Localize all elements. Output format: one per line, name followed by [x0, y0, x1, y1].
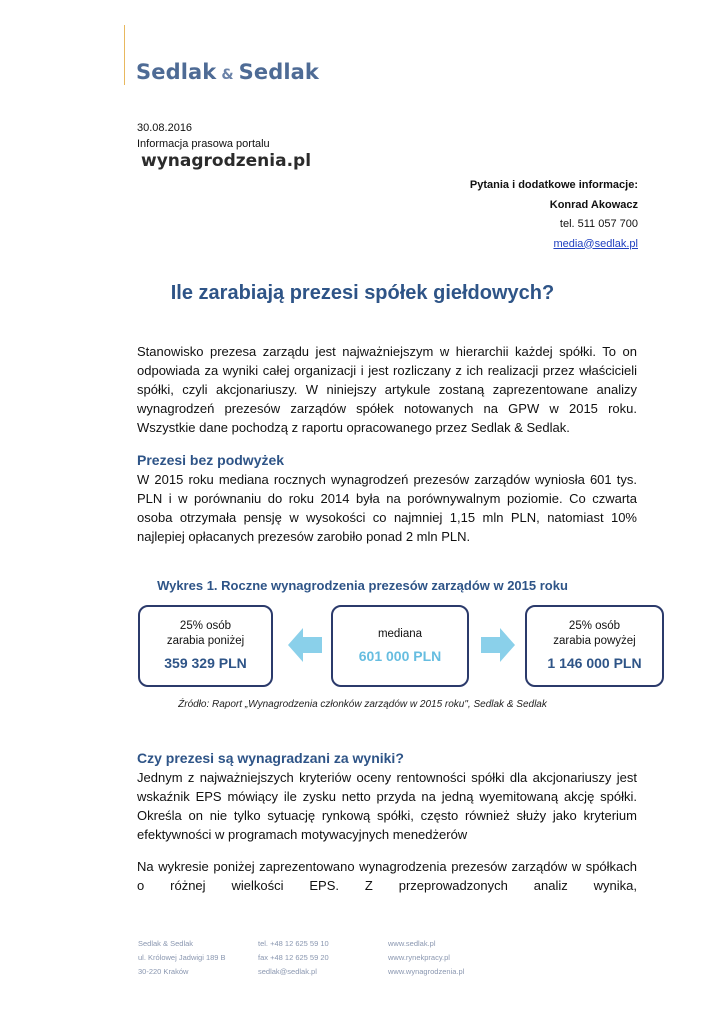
section-paragraph-eps: Na wykresie poniżej zaprezentowano wynagrodzenia prezesów zarządów w spółkach o różnej wielkości EPS. Z przeprowadzonych analiz wynika, [137, 859, 637, 893]
arrow-right-icon [481, 628, 515, 662]
median-label: mediana [377, 628, 423, 640]
footer-site-sedlak[interactable]: www.sedlak.pl [388, 939, 436, 948]
section-paragraph-no-raises: W 2015 roku mediana rocznych wynagrodzeń prezesów zarządów wyniosła 601 tys. PLN i w porównaniu do roku 2014 była na porównywalnym poziomie. Co czwarta osoba otrzymała pensję w wysokości co najmniej 1,15 mln PLN, natomiast 10% najlepiej opłacanych prezesów zarobiło ponad 2 mln PLN. [137, 472, 637, 544]
lower-quartile-value: 359 329 PLN [164, 655, 247, 671]
footer-company: Sedlak & Sedlak [138, 939, 194, 948]
release-meta [137, 120, 270, 152]
footer-address [138, 937, 226, 979]
lower-quartile-box [138, 605, 273, 687]
article-title: Ile zarabiają prezesi spółek giełdowych? [170, 282, 555, 304]
release-label: Informacja prasowa portalu [137, 138, 270, 150]
lower-quartile-label-2: zarabia poniżej [166, 635, 245, 647]
contact-heading: Pytania i dodatkowe informacje: [469, 179, 638, 191]
footer-site-rynekpracy[interactable]: www.rynekpracy.pl [388, 953, 450, 962]
portal-name: wynagrodzenia.pl [141, 151, 312, 171]
contact-block [470, 176, 638, 254]
footer-site-wynagrodzenia[interactable]: www.wynagrodzenia.pl [388, 967, 465, 976]
median-box [331, 605, 469, 687]
upper-quartile-value: 1 146 000 PLN [547, 655, 642, 671]
contact-phone: tel. 511 057 700 [559, 218, 638, 230]
median-value: 601 000 PLN [358, 648, 442, 664]
footer-fax: fax +48 12 625 59 20 [258, 953, 329, 962]
company-logo: Sedlak & Sedlak [136, 60, 319, 84]
contact-email-link[interactable]: media@sedlak.pl [553, 237, 638, 250]
upper-quartile-label-1: 25% osób [568, 620, 621, 632]
release-date: 30.08.2016 [137, 122, 193, 134]
arrow-left-icon [288, 628, 322, 662]
upper-quartile-box [525, 605, 664, 687]
lower-quartile-label-1: 25% osób [179, 620, 232, 632]
footer-phones [258, 937, 329, 979]
header-accent-line [124, 25, 125, 85]
footer-city: 30-220 Kraków [138, 967, 189, 976]
section-paragraph-performance: Jednym z najważniejszych kryteriów oceny rentowności spółki dla akcjonariuszy jest wskaźnik EPS mówiący ile zysku netto przyda na jedną wyemitowaną akcję spółki. Określa on nie tylko sytuację rynkową spółki, często również służy jako kryterium efektywności w programach motywacyjnych menedżerów [137, 770, 637, 842]
intro-paragraph: Stanowisko prezesa zarządu jest najważniejszym w hierarchii każdej spółki. To on odpowiada za wyniki całej organizacji i jest rozliczany z ich realizacji przez właścicieli spółki, czyli akcjonariuszy. W niniejszy artykule zostaną zaprezentowane analizy wynagrodzeń prezesów zarządów spółek notowanych na GPW w 2015 roku. Wszystkie dane pochodzą z raportu opracowanego przez Sedlak & Sedlak. [137, 344, 637, 435]
footer-email-link[interactable]: sedlak@sedlak.pl [258, 967, 317, 976]
section-heading-no-raises: Prezesi bez podwyżek [137, 452, 285, 468]
footer-street: ul. Królowej Jadwigi 189 B [138, 953, 226, 962]
footer-tel: tel. +48 12 625 59 10 [258, 939, 329, 948]
figure-title: Wykres 1. Roczne wynagrodzenia prezesów zarządów w 2015 roku [157, 578, 568, 593]
upper-quartile-label-2: zarabia powyżej [553, 635, 636, 647]
figure-source: Źródło: Raport „Wynagrodzenia członków zarządów w 2015 roku", Sedlak & Sedlak [178, 699, 547, 710]
footer-websites [388, 937, 464, 979]
section-heading-performance: Czy prezesi są wynagradzani za wyniki? [137, 750, 404, 766]
contact-name: Konrad Akowacz [549, 198, 638, 211]
